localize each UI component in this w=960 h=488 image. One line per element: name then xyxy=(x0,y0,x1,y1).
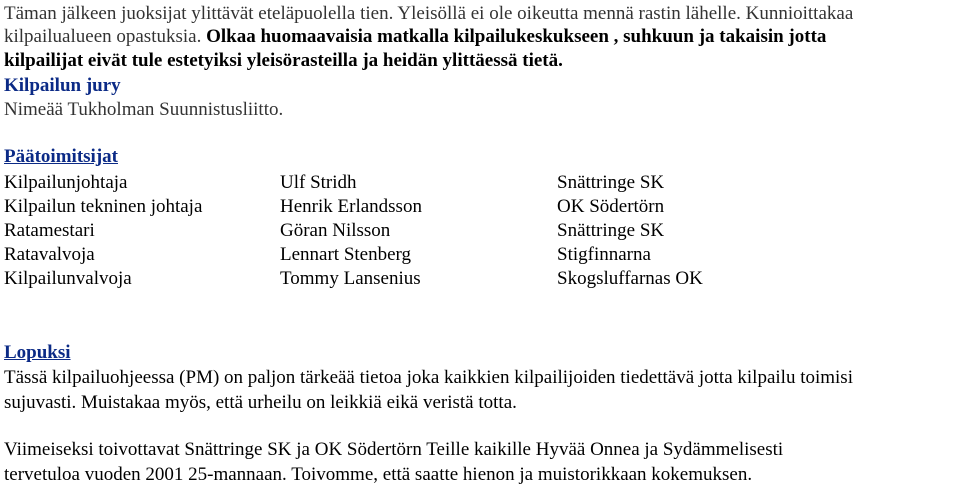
intro-line-2 xyxy=(4,25,826,49)
official-role: Kilpailunjohtaja xyxy=(4,172,128,193)
official-role: Kilpailunvalvoja xyxy=(4,268,132,289)
official-name: Tommy Lansenius xyxy=(280,268,421,289)
jury-text: Nimeää Tukholman Suunnistusliitto. xyxy=(4,99,284,120)
official-name: Lennart Stenberg xyxy=(280,244,412,265)
official-role: Ratavalvoja xyxy=(4,244,95,265)
intro-line-2-bold: Olkaa huomaavaisia matkalla kilpailukeskukseen , suhkuun ja takaisin jotta xyxy=(206,26,827,47)
closing-p2-line-1: Viimeiseksi toivottavat Snättringe SK ja OK Södertörn Teille kaikille Hyvää Onnea ja Sydämmelisesti xyxy=(4,439,784,460)
intro-line-3: kilpailijat eivät tule estetyiksi yleisörasteilla ja heidän ylittäessä tietä. xyxy=(4,50,563,71)
jury-heading: Kilpailun jury xyxy=(4,75,121,96)
official-name: Henrik Erlandsson xyxy=(280,196,422,217)
closing-p2-line-2: tervetuloa vuoden 2001 25-mannaan. Toivomme, että saatte hienon ja muistorikkaan kokemuksen. xyxy=(4,464,753,485)
closing-p1-line-2: sujuvasti. Muistakaa myös, että urheilu on leikkiä eikä veristä totta. xyxy=(4,392,517,413)
official-name: Göran Nilsson xyxy=(280,220,391,241)
closing-p1-line-1: Tässä kilpailuohjeessa (PM) on paljon tärkeää tietoa joka kaikkien kilpailijoiden tiedettävä jotta kilpailu toimisi xyxy=(4,367,853,388)
official-club: Skogsluffarnas OK xyxy=(557,268,703,289)
official-club: Snättringe SK xyxy=(557,220,665,241)
official-name: Ulf Stridh xyxy=(280,172,357,193)
official-club: OK Södertörn xyxy=(557,196,665,217)
intro-line-1: Täman jälkeen juoksijat ylittävät eteläpuolella tien. Yleisöllä ei ole oikeutta mennä rastin lähelle. Kunnioittakaa xyxy=(4,3,854,24)
official-role: Ratamestari xyxy=(4,220,95,241)
officials-heading: Päätoimitsijat xyxy=(4,146,118,167)
intro-line-2-normal: kilpailualueen opastuksia. xyxy=(4,26,207,47)
official-role: Kilpailun tekninen johtaja xyxy=(4,196,203,217)
official-club: Stigfinnarna xyxy=(557,244,651,265)
official-club: Snättringe SK xyxy=(557,172,665,193)
closing-heading: Lopuksi xyxy=(4,342,71,363)
